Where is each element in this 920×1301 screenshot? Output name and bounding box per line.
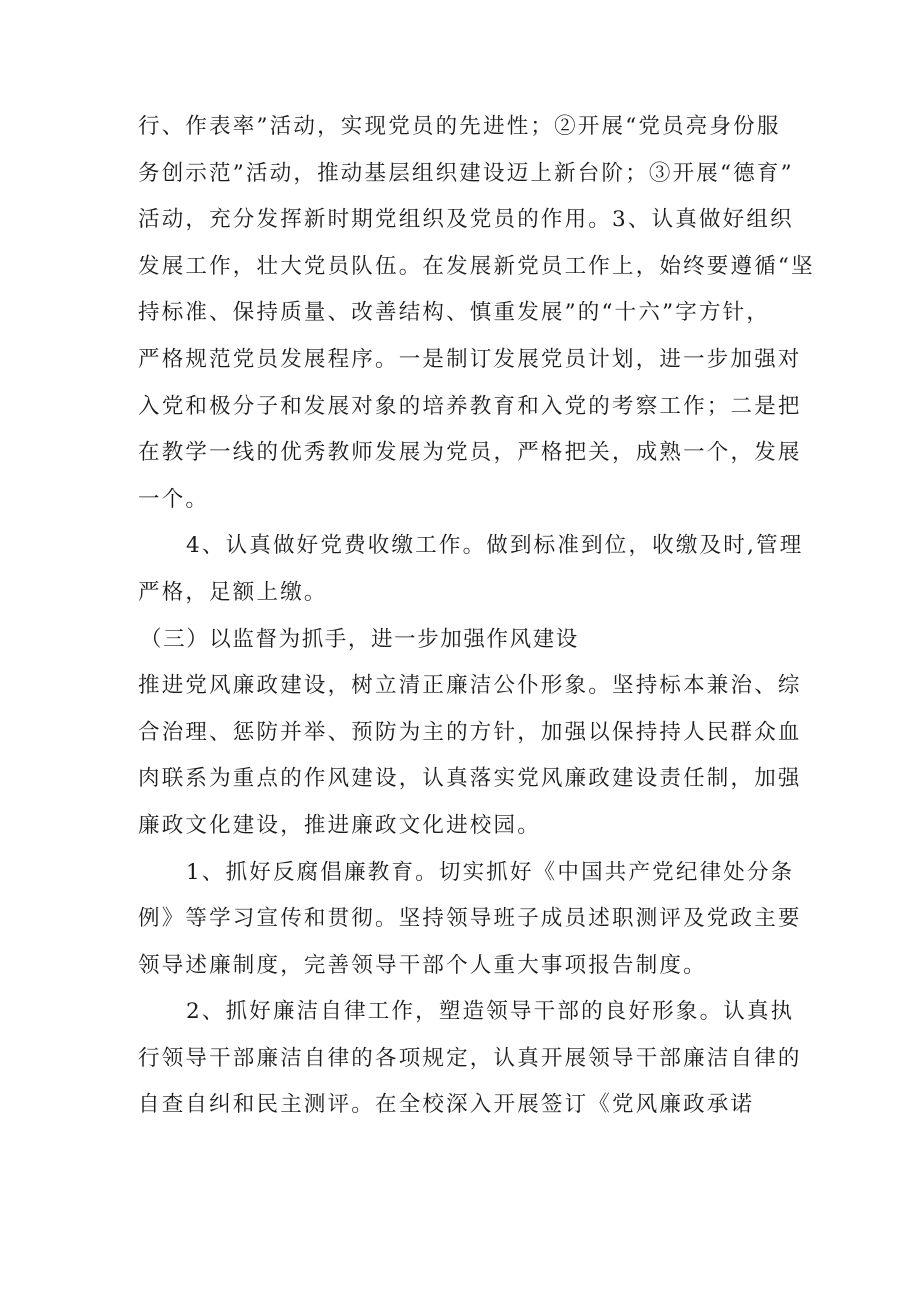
section-heading xyxy=(138,617,788,664)
text-line: 领导述廉制度，完善领导干部个人重大事项报告制度。 xyxy=(138,952,707,978)
section-heading-text: （三）以监督为抓手，进一步加强作风建设 xyxy=(140,626,579,652)
paragraph-continuation xyxy=(138,104,815,523)
text-line: 发展工作，壮大党员队伍。在发展新党员工作上，始终要遵循“坚 xyxy=(138,253,815,279)
text-line: 严格，足额上缴。 xyxy=(138,579,328,605)
text-line: 活动，充分发挥新时期党组织及党员的作用。3、认真做好组织 xyxy=(138,207,794,233)
text-line: 例》等学习宣传和贯彻。坚持领导班子成员述职测评及党政主要 xyxy=(138,906,802,932)
text-line: 在教学一线的优秀教师发展为党员，严格把关，成熟一个，发展 xyxy=(138,440,802,466)
text-line: 持标准、保持质量、改善结构、慎重发展”的“十六”字方针， xyxy=(138,300,771,326)
text-line: 4、认真做好党费收缴工作。做到标准到位，收缴及时,管理 xyxy=(186,533,804,559)
paragraph-self-discipline xyxy=(138,989,802,1129)
paragraph-anti-corruption xyxy=(138,850,802,990)
text-line: 行、作表率”活动，实现党员的先进性；②开展“党员亮身份服 xyxy=(138,114,781,139)
text-line: 行领导干部廉洁自律的各项规定，认真开展领导干部廉洁自律的 xyxy=(138,1045,802,1071)
text-line: 务创示范”活动，推动基层组织建设迈上新台阶；③开展“德育” xyxy=(138,160,794,186)
document-body xyxy=(138,104,815,1129)
text-line: 自查自纠和民主测评。在全校深入开展签订《党风廉政承诺 xyxy=(138,1092,755,1118)
text-line: 入党和极分子和发展对象的培养教育和入党的考察工作；二是把 xyxy=(138,393,802,419)
paragraph-party-dues xyxy=(138,523,804,616)
text-line: 一个。 xyxy=(138,486,210,512)
text-line: 严格规范党员发展程序。一是制订发展党员计划，进一步加强对 xyxy=(138,346,802,372)
text-line: 廉政文化建设，推进廉政文化进校园。 xyxy=(138,812,541,838)
text-line: 合治理、惩防并举、预防为主的方针，加强以保持持人民群众血 xyxy=(138,719,802,745)
text-line: 推进党风廉政建设，树立清正廉洁公仆形象。坚持标本兼治、综 xyxy=(138,673,802,699)
text-line: 1、抓好反腐倡廉教育。切实抓好《中国共产党纪律处分条 xyxy=(186,859,795,885)
text-line: 2、抓好廉洁自律工作，塑造领导干部的良好形象。认真执 xyxy=(186,999,795,1025)
text-line: 肉联系为重点的作风建设，认真落实党风廉政建设责任制，加强 xyxy=(138,766,802,792)
paragraph-integrity xyxy=(138,663,802,849)
